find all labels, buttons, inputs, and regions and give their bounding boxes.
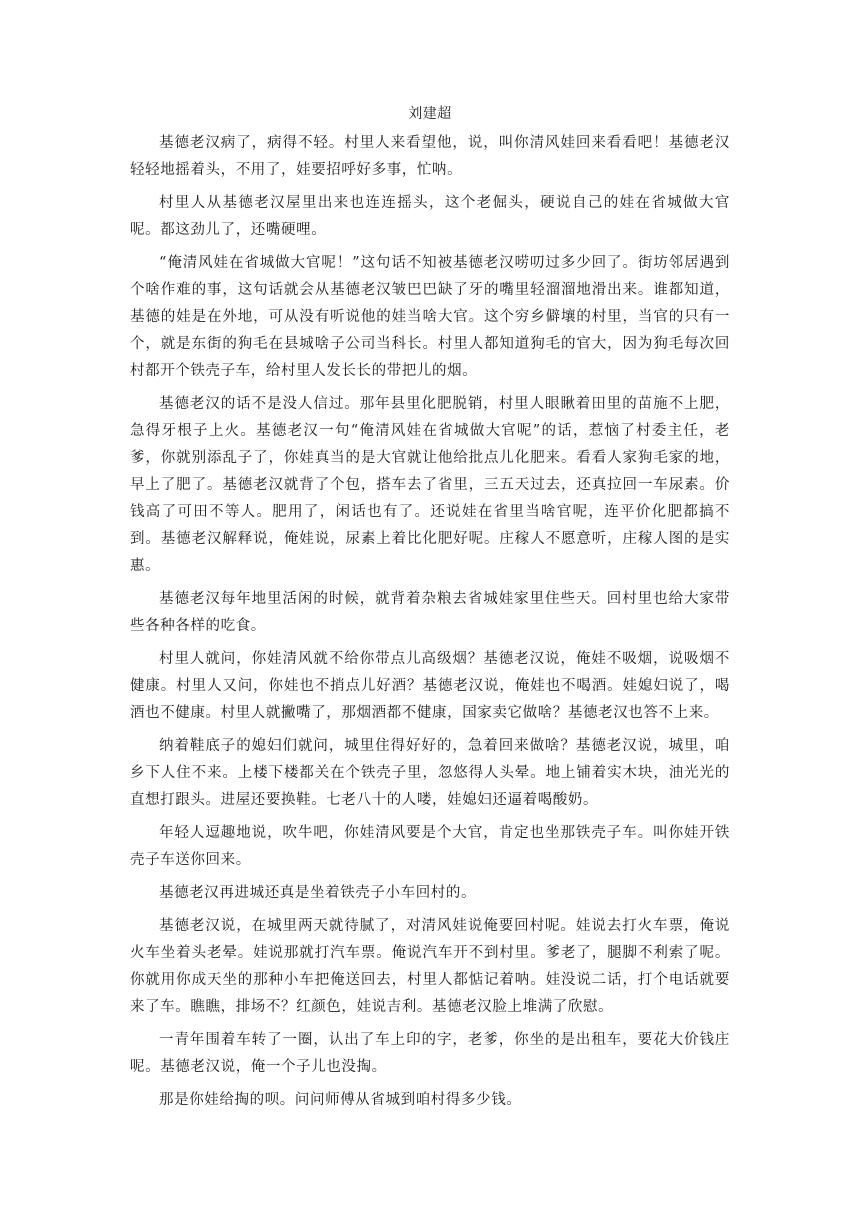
paragraph: 基德老汉再进城还真是坐着铁壳子小车回村的。 xyxy=(159,885,477,901)
paragraph: 基德老汉的话不是没人信过。那年县里化肥脱销，村里人眼瞅着田里的苗施不上肥，急得牙根子上火。基德老汉一句“俺清风娃在省城做大官呢”的话，惹恼了村委主任，老爹，你就别添乱子了，你娃真当的是大官就让他给批点儿化肥来。看看人家狗毛家的地，早上了肥了。基德老汉就背了个包，搭车去了省里，三五天过去，还真拉回一车尿素。价钱高了可田不等人。肥用了，闲话也有了。还说娃在省里当啥官呢，连平价化肥都搞不到。基德老汉解释说，俺娃说，尿素上着比化肥好呢。庄稼人不愿意听，庄稼人图的是实惠。 xyxy=(130,396,730,574)
paragraph: 村里人就问，你娃清风就不给你带点儿高级烟？基德老汉说，俺娃不吸烟，说吸烟不健康。村里人又问，你娃也不捎点儿好酒？基德老汉说，俺娃也不喝酒。娃媳妇说了，喝酒也不健康。村里人就撇嘴了，那烟酒都不健康，国家卖它做啥？基德老汉也答不上来。 xyxy=(130,651,730,721)
paragraph: 村里人从基德老汉屋里出来也连连摇头，这个老倔头，硬说自己的娃在省城做大官呢。都这劲儿了，还嘴硬哩。 xyxy=(130,195,730,238)
paragraph: 那是你娃给掏的呗。问问师傅从省城到咱村得多少钱。 xyxy=(159,1092,522,1108)
paragraph: 年轻人逗趣地说，吹牛吧，你娃清风要是个大官，肯定也坐那铁壳子车。叫你娃开铁壳子车送你回来。 xyxy=(130,825,730,868)
story-body xyxy=(130,130,730,1120)
paragraph: 一青年围着车转了一圈，认出了车上印的字，老爹，你坐的是出租车，要花大价钱庄呢。基德老汉说，俺一个子儿也没掏。 xyxy=(130,1032,730,1075)
paragraph: 纳着鞋底子的媳妇们就问，城里住得好好的，急着回来做啥？基德老汉说，城里，咱乡下人住不来。上楼下楼都关在个铁壳子里，忽悠得人头晕。地上铺着实木块，油光光的直想打跟头。进屋还要换鞋。七老八十的人喽，娃媳妇还逼着喝酸奶。 xyxy=(130,738,730,808)
author-name: 刘建超 xyxy=(408,106,452,122)
paragraph: 基德老汉病了，病得不轻。村里人来看望他，说，叫你清风娃回来看看吧！基德老汉轻轻地摇着头，不用了，娃要招呼好多事，忙呐。 xyxy=(130,135,730,178)
paragraph: “俺清风娃在省城做大官呢！”这句话不知被基德老汉唠叨过多少回了。街坊邻居遇到个啥作难的事，这句话就会从基德老汉皱巴巴缺了牙的嘴里轻溜溜地滑出来。谁都知道，基德的娃是在外地，可从没有听说他的娃当啥大官。这个穷乡僻壤的村里，当官的只有一个，就是东街的狗毛在县城啥子公司当科长。村里人都知道狗毛的官大，因为狗毛每次回村都开个铁壳子车，给村里人发长长的带把儿的烟。 xyxy=(130,255,730,379)
paragraph: 基德老汉每年地里活闲的时候，就背着杂粮去省城娃家里住些天。回村里也给大家带些各种各样的吃食。 xyxy=(130,591,730,634)
paragraph: 基德老汉说，在城里两天就待腻了，对清风娃说俺要回村呢。娃说去打火车票，俺说火车坐着头老晕。娃说那就打汽车票。俺说汽车开不到村里。爹老了，腿脚不利索了呢。你就用你成天坐的那种小车把俺送回去，村里人都惦记着呐。娃没说二话，打个电话就要来了车。瞧瞧，排场不？红颜色，娃说吉利。基德老汉脸上堆满了欣慰。 xyxy=(130,918,730,1015)
